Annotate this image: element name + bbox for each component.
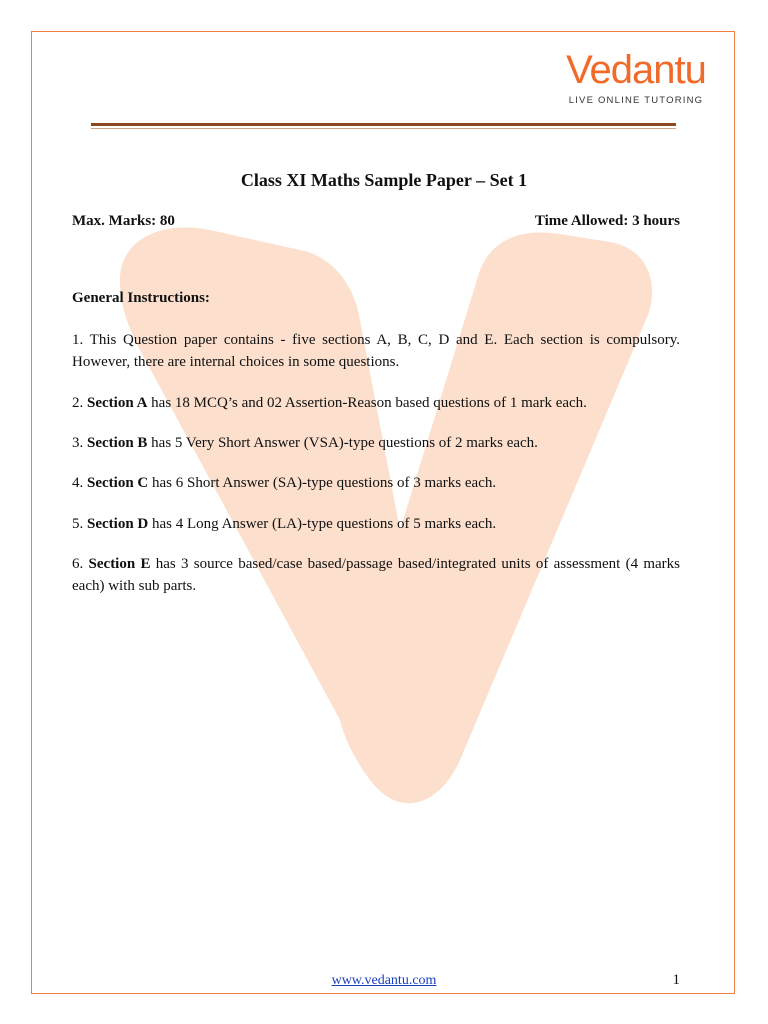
time-allowed: Time Allowed: 3 hours [534, 213, 680, 229]
instruction-text: has 18 MCQ’s and 02 Assertion-Reason based questions of 1 mark each. [147, 395, 587, 411]
instruction-item [72, 553, 680, 597]
instruction-text: This Question paper contains - five sections A, B, C, D and E. Each section is compulsory. However, there are internal choices in some questions. [72, 332, 680, 370]
instructions-heading: General Instructions: [72, 290, 210, 306]
instruction-number: 5. [72, 516, 87, 532]
header-rule-thin [91, 128, 676, 129]
instruction-number: 3. [72, 435, 87, 451]
instruction-item [72, 513, 680, 535]
instruction-text: has 5 Very Short Answer (VSA)-type questions of 2 marks each. [147, 435, 538, 451]
instruction-number: 2. [72, 395, 87, 411]
instruction-text: has 4 Long Answer (LA)-type questions of 5 marks each. [148, 516, 497, 532]
website-link[interactable]: www.vedantu.com [331, 973, 437, 988]
instruction-text: has 6 Short Answer (SA)-type questions of 3 marks each. [148, 475, 497, 491]
page-number: 1 [672, 972, 680, 988]
instruction-section: Section C [87, 475, 149, 491]
instruction-number: 1. [72, 332, 90, 348]
max-marks: Max. Marks: 80 [72, 213, 175, 229]
brand-tagline: LIVE ONLINE TUTORING [568, 95, 704, 106]
instruction-item [72, 432, 680, 454]
instruction-item [72, 472, 680, 494]
brand-logo [566, 48, 706, 106]
header-rule [91, 123, 676, 126]
instruction-section: Section E [88, 556, 151, 572]
instruction-item [72, 392, 680, 414]
paper-title: Class XI Maths Sample Paper – Set 1 [240, 170, 528, 190]
instruction-section: Section B [87, 435, 148, 451]
instruction-number: 4. [72, 475, 87, 491]
instruction-number: 6. [72, 556, 89, 572]
instruction-item [72, 329, 680, 373]
instruction-section: Section A [87, 395, 148, 411]
brand-name: Vedantu [566, 48, 706, 92]
instruction-section: Section D [87, 516, 149, 532]
instruction-text: has 3 source based/case based/passage based/integrated units of assessment (4 marks each) with sub parts. [72, 556, 681, 594]
